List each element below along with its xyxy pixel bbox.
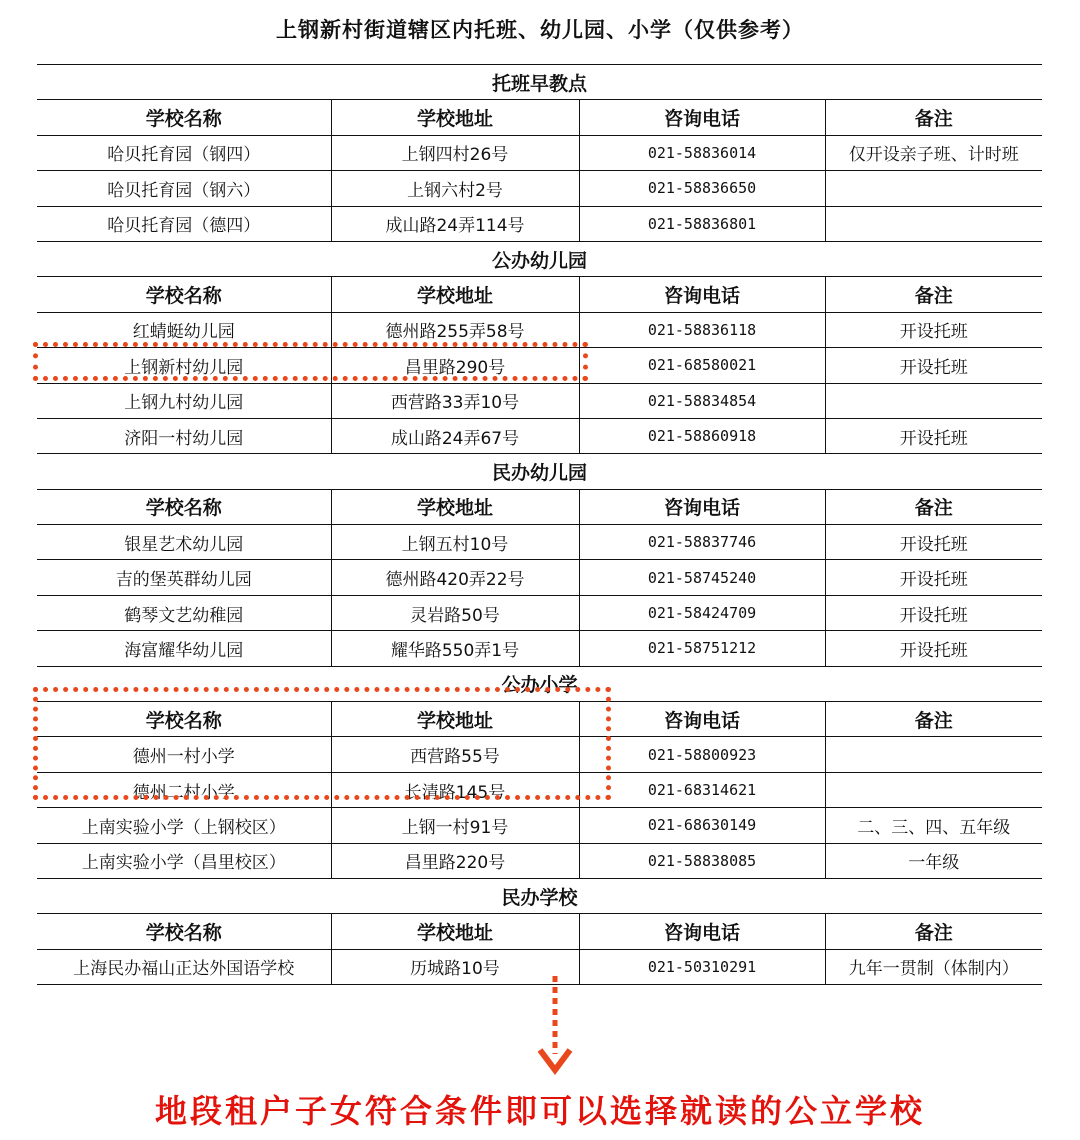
school-name: 上钢新村幼儿园 — [37, 348, 331, 383]
school-remark — [825, 772, 1042, 807]
school-remark — [825, 737, 1042, 772]
school-address: 昌里路220号 — [331, 843, 579, 878]
section-row — [37, 666, 1042, 701]
school-remark: 开设托班 — [899, 605, 968, 626]
school-name: 红蜻蜓幼儿园 — [37, 312, 331, 347]
school-phone: 021-68580021 — [579, 348, 825, 383]
school-remark — [825, 383, 1042, 418]
page-title: 上钢新村街道辖区内托班、幼儿园、小学（仅供参考） — [276, 17, 804, 42]
school-address: 灵岩路50号 — [331, 595, 579, 630]
dotted-arrow-down-icon — [535, 970, 575, 1080]
school-name: 上钢九村幼儿园 — [37, 383, 331, 418]
table-row — [37, 418, 1042, 453]
school-phone: 021-58860918 — [579, 418, 825, 453]
table-row — [37, 560, 1042, 595]
table-row — [37, 348, 1042, 383]
school-remark: 开设托班 — [899, 570, 968, 591]
table-row — [37, 808, 1042, 843]
school-remark: 开设托班 — [899, 357, 968, 378]
school-phone: 021-58834854 — [579, 383, 825, 418]
school-phone: 021-58836801 — [579, 206, 825, 241]
column-header-name: 学校名称 — [37, 277, 331, 312]
school-name: 哈贝托育园（钢六） — [37, 171, 331, 206]
school-name: 鹤琴文艺幼稚园 — [37, 595, 331, 630]
school-remark: 二、三、四、五年级 — [857, 817, 1011, 838]
table-row — [37, 843, 1042, 878]
school-name: 德州一村小学 — [37, 737, 331, 772]
table-row — [37, 383, 1042, 418]
school-address: 历城路10号 — [331, 949, 579, 984]
school-address: 西营路33弄10号 — [331, 383, 579, 418]
school-remark — [825, 206, 1042, 241]
section-title: 民办学校 — [501, 886, 578, 909]
school-phone: 021-58836650 — [579, 171, 825, 206]
school-name: 上海民办福山正达外国语学校 — [37, 949, 331, 984]
school-name: 哈贝托育园（钢四） — [37, 135, 331, 170]
column-header-address: 学校地址 — [331, 489, 579, 524]
school-remark: 开设托班 — [899, 534, 968, 555]
column-header-address: 学校地址 — [331, 277, 579, 312]
school-phone: 021-68314621 — [579, 772, 825, 807]
column-header-name: 学校名称 — [37, 914, 331, 949]
table-row — [37, 525, 1042, 560]
school-name: 海富耀华幼儿园 — [37, 631, 331, 666]
school-name: 济阳一村幼儿园 — [37, 418, 331, 453]
school-name: 上南实验小学（昌里校区） — [37, 843, 331, 878]
school-name: 吉的堡英群幼儿园 — [37, 560, 331, 595]
school-address: 德州路255弄58号 — [331, 312, 579, 347]
school-phone: 021-58424709 — [579, 595, 825, 630]
school-address: 成山路24弄114号 — [331, 206, 579, 241]
school-address: 上钢五村10号 — [331, 525, 579, 560]
section-title: 托班早教点 — [492, 72, 588, 95]
column-header-phone: 咨询电话 — [579, 914, 825, 949]
table-row — [37, 206, 1042, 241]
school-address: 长清路145号 — [331, 772, 579, 807]
school-table — [37, 64, 1042, 985]
school-remark: 开设托班 — [899, 322, 968, 343]
section-row — [37, 65, 1042, 100]
school-phone: 021-58837746 — [579, 525, 825, 560]
school-name: 银星艺术幼儿园 — [37, 525, 331, 560]
column-header-remark: 备注 — [914, 922, 953, 945]
section-row — [37, 241, 1042, 276]
school-remark — [825, 171, 1042, 206]
column-header-address: 学校地址 — [331, 914, 579, 949]
school-phone: 021-58838085 — [579, 843, 825, 878]
column-header-name: 学校名称 — [37, 489, 331, 524]
column-header-remark: 备注 — [914, 497, 953, 520]
footer-caption: 地段租户子女符合条件即可以选择就读的公立学校 — [154, 1092, 925, 1130]
column-header-name: 学校名称 — [37, 100, 331, 135]
school-address: 上钢四村26号 — [331, 135, 579, 170]
column-header-phone: 咨询电话 — [579, 702, 825, 737]
table-row — [37, 772, 1042, 807]
column-header-name: 学校名称 — [37, 702, 331, 737]
school-address: 西营路55号 — [331, 737, 579, 772]
school-phone: 021-58751212 — [579, 631, 825, 666]
school-phone: 021-68630149 — [579, 808, 825, 843]
school-address: 上钢一村91号 — [331, 808, 579, 843]
school-phone: 021-50310291 — [579, 949, 825, 984]
table-row — [37, 631, 1042, 666]
column-header-remark: 备注 — [914, 709, 953, 732]
header-row — [37, 914, 1042, 949]
school-remark: 一年级 — [908, 853, 960, 874]
header-row — [37, 702, 1042, 737]
column-header-remark: 备注 — [914, 108, 953, 131]
school-phone: 021-58836118 — [579, 312, 825, 347]
header-row — [37, 277, 1042, 312]
section-title: 民办幼儿园 — [492, 461, 588, 484]
section-title: 公办小学 — [501, 674, 578, 697]
column-header-phone: 咨询电话 — [579, 277, 825, 312]
school-address: 上钢六村2号 — [331, 171, 579, 206]
column-header-address: 学校地址 — [331, 100, 579, 135]
section-row — [37, 878, 1042, 913]
school-address: 昌里路290号 — [331, 348, 579, 383]
column-header-phone: 咨询电话 — [579, 489, 825, 524]
school-remark: 九年一贯制（体制内） — [848, 959, 1019, 980]
section-row — [37, 454, 1042, 489]
school-remark: 开设托班 — [899, 640, 968, 661]
table-row — [37, 595, 1042, 630]
school-phone: 021-58836014 — [579, 135, 825, 170]
school-address: 成山路24弄67号 — [331, 418, 579, 453]
table-row — [37, 135, 1042, 170]
school-name: 哈贝托育园（德四） — [37, 206, 331, 241]
school-name: 上南实验小学（上钢校区） — [37, 808, 331, 843]
table-row — [37, 737, 1042, 772]
school-address: 德州路420弄22号 — [331, 560, 579, 595]
section-title: 公办幼儿园 — [492, 249, 588, 272]
column-header-phone: 咨询电话 — [579, 100, 825, 135]
school-address: 耀华路550弄1号 — [331, 631, 579, 666]
school-phone: 021-58800923 — [579, 737, 825, 772]
column-header-remark: 备注 — [914, 285, 953, 308]
school-phone: 021-58745240 — [579, 560, 825, 595]
header-row — [37, 489, 1042, 524]
header-row — [37, 100, 1042, 135]
column-header-address: 学校地址 — [331, 702, 579, 737]
school-remark: 开设托班 — [899, 428, 968, 449]
school-remark: 仅开设亲子班、计时班 — [848, 145, 1019, 166]
table-row — [37, 312, 1042, 347]
school-name: 德州二村小学 — [37, 772, 331, 807]
table-row — [37, 171, 1042, 206]
